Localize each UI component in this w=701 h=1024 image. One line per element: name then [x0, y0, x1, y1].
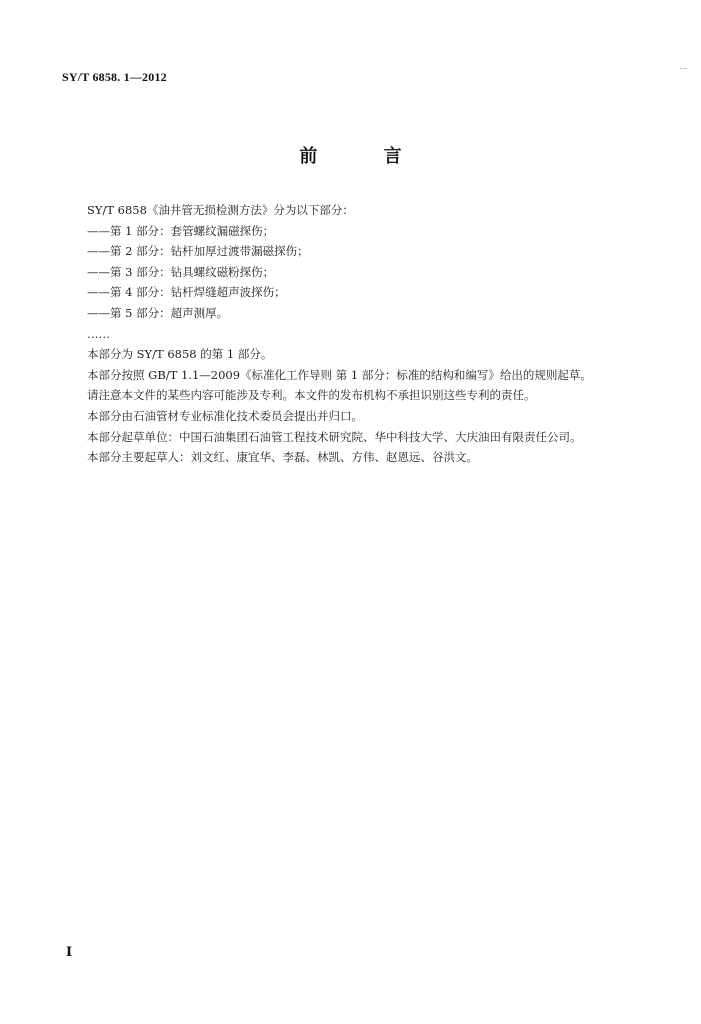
part-list-item-2: ——第 2 部分：钻杆加厚过渡带漏磁探伤； [87, 244, 309, 259]
part-list-item-1: ——第 1 部分：套管螺纹漏磁探伤； [87, 223, 275, 238]
corner-mark: ... [679, 62, 687, 71]
proposer-paragraph: 本部分由石油管材专业标准化技术委员会提出并归口。 [87, 408, 363, 423]
foreword-body [62, 200, 642, 468]
page-number: Ⅰ [66, 944, 73, 959]
drafting-units-paragraph: 本部分起草单位：中国石油集团石油管工程技术研究院、华中科技大学、大庆油田有限责任公司。 [87, 429, 582, 444]
page-title: 前 言 [299, 146, 432, 167]
ellipsis-line: …… [87, 326, 110, 341]
part-statement: 本部分为 SY/T 6858 的第 1 部分。 [87, 347, 273, 362]
part-list-item-3: ——第 3 部分：钻具螺纹磁粉探伤； [87, 264, 275, 279]
part-list-item-4: ——第 4 部分：钻杆焊缝超声波探伤； [87, 285, 286, 300]
drafters-paragraph: 本部分主要起草人：刘文红、康宜华、李磊、林凯、方伟、赵恩远、谷洪文。 [87, 450, 478, 465]
drafting-rules-paragraph: 本部分按照 GB/T 1.1—2009《标准化工作导则 第 1 部分：标准的结构和编写》给出的规则起草。 [87, 367, 592, 382]
part-list-item-5: ——第 5 部分：超声测厚。 [87, 305, 229, 320]
patent-notice-paragraph: 请注意本文件的某些内容可能涉及专利。本文件的发布机构不承担识别这些专利的责任。 [87, 388, 536, 403]
intro-paragraph: SY/T 6858《油井管无损检测方法》分为以下部分： [87, 203, 354, 217]
standard-code: SY/T 6858. 1—2012 [62, 70, 167, 84]
